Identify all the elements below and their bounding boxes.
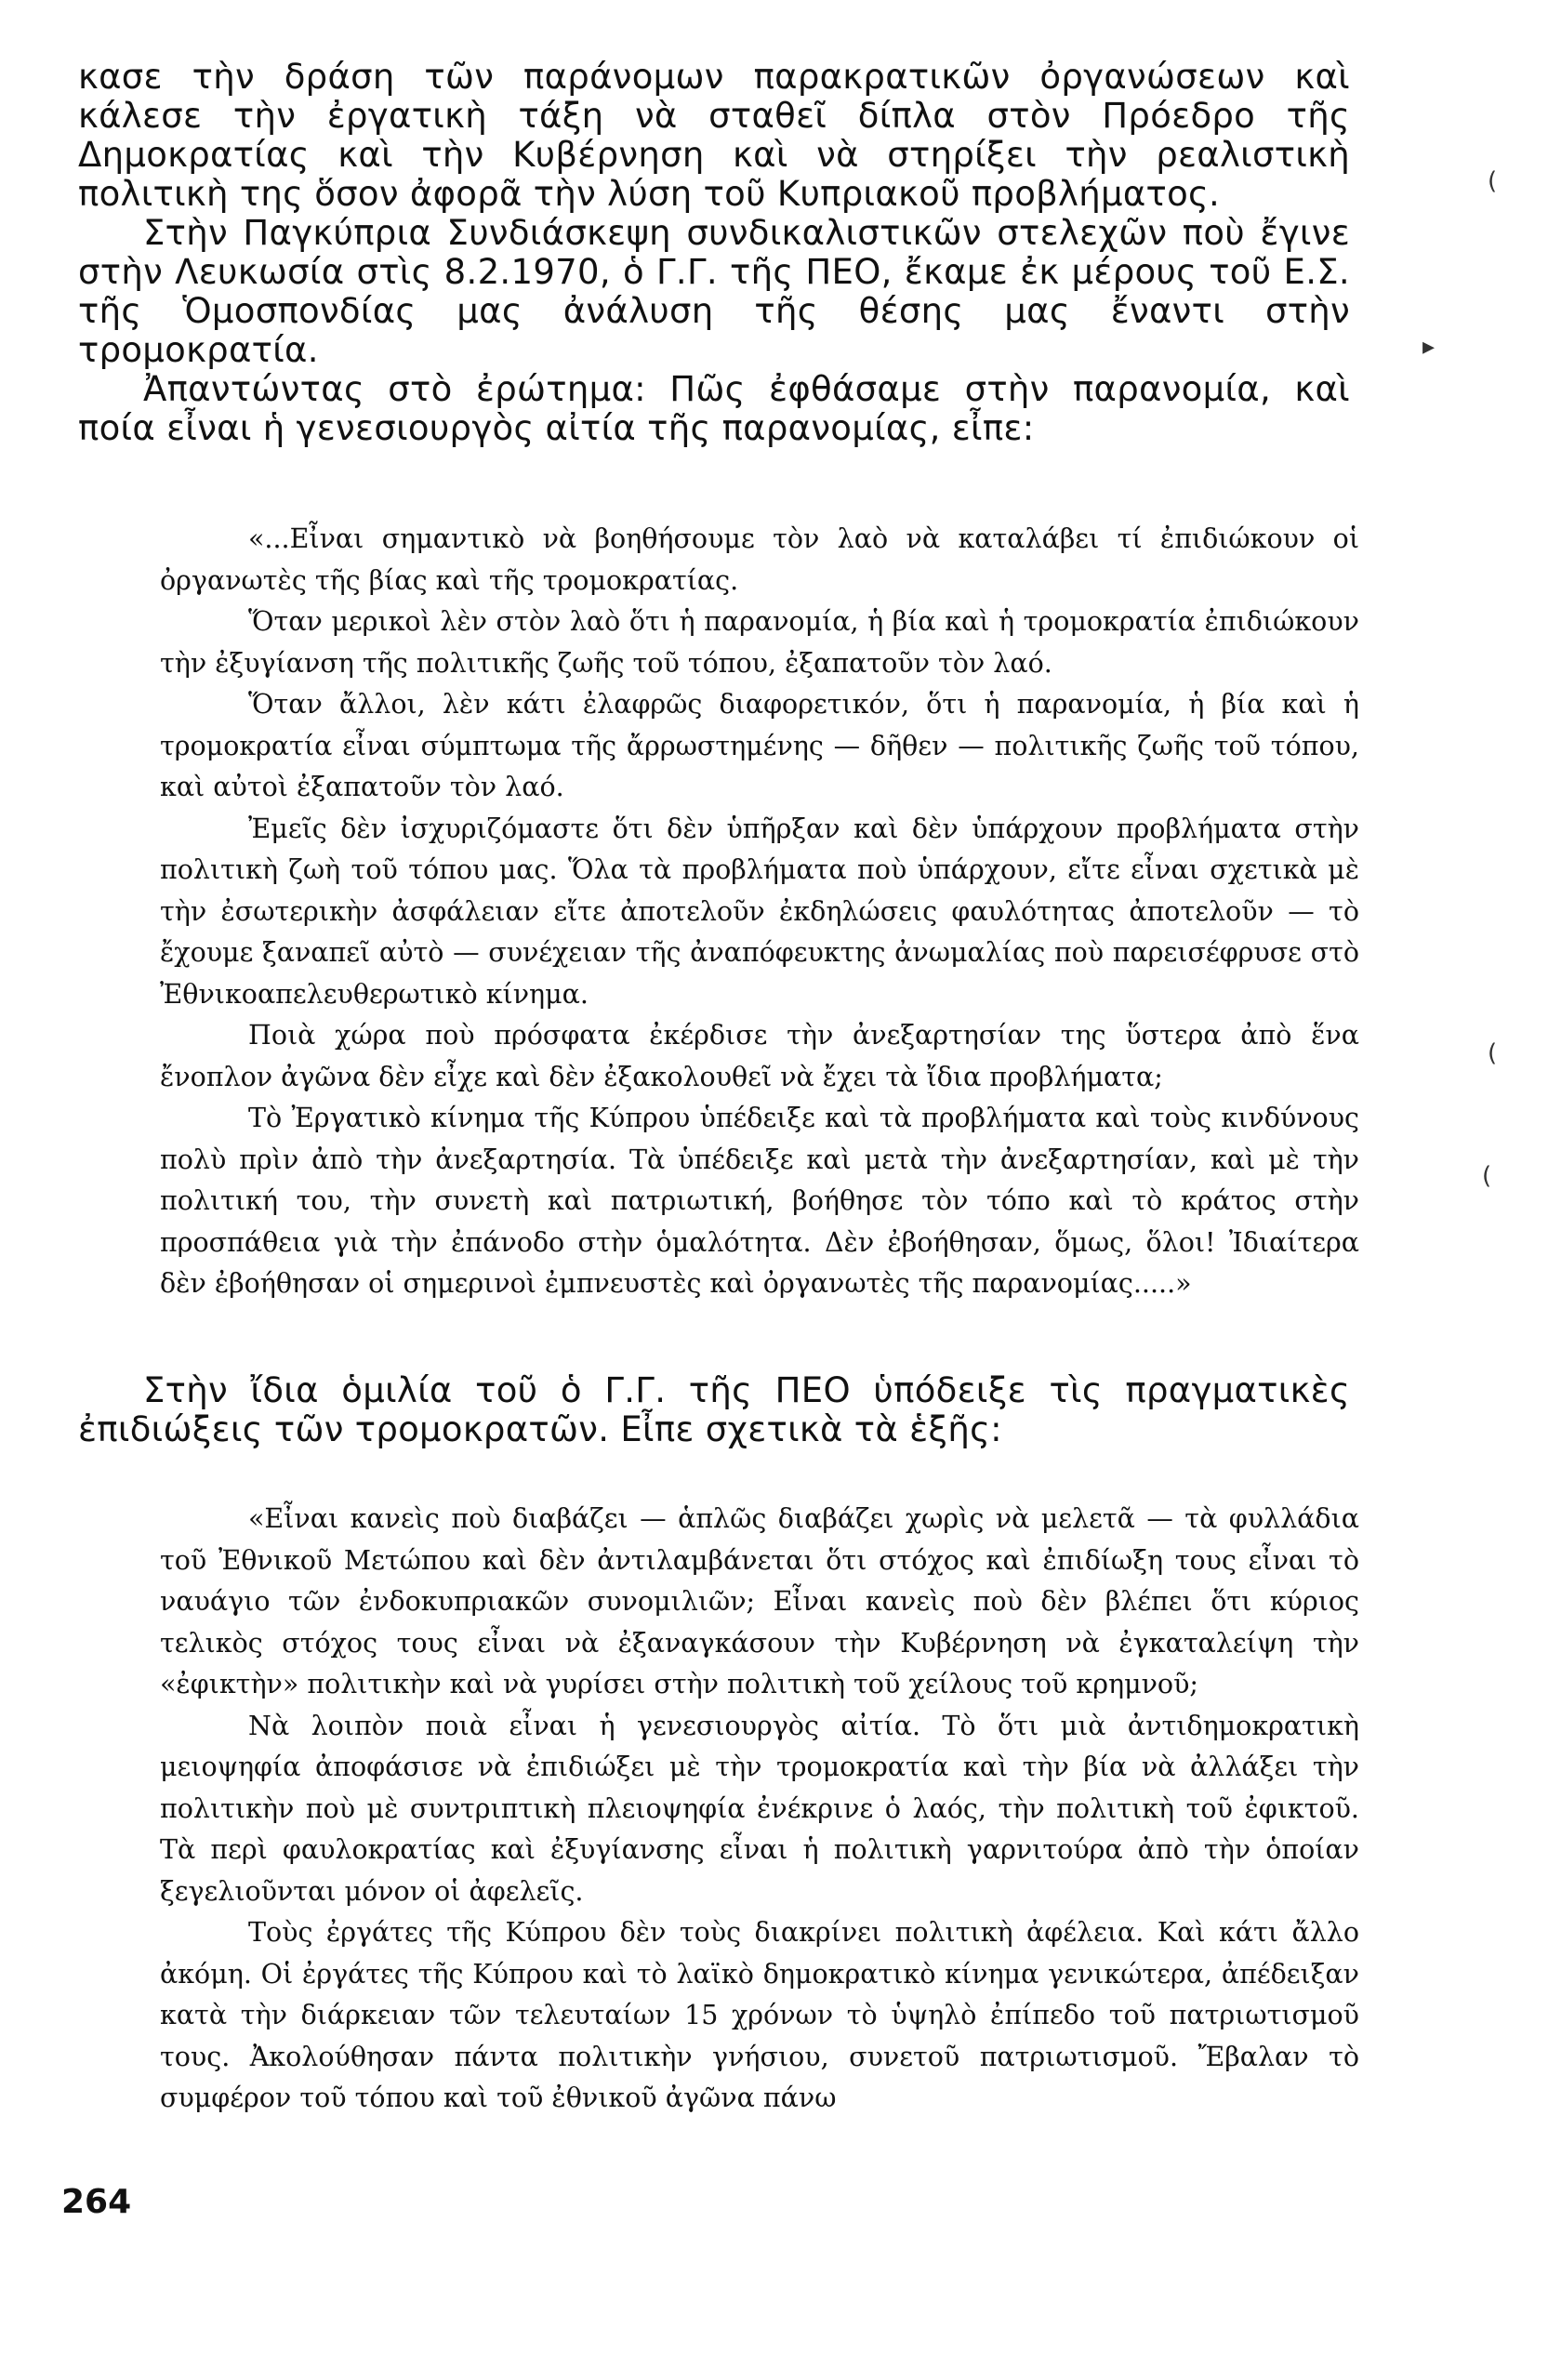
paragraph-speech-intro: Στὴν ἴδια ὁμιλία τοῦ ὁ Γ.Γ. τῆς ΠΕΟ ὑπόδειξε τὶς πραγματικὲς ἐπιδιώξεις τῶν τρομοκρατῶν. Εἶπε σχετικὰ τὰ ἑξῆς: xyxy=(78,1370,1350,1449)
quote-paragraph: Τὸ Ἐργατικὸ κίνημα τῆς Κύπρου ὑπέδειξε καὶ τὰ προβλήματα καὶ τοὺς κινδύνους πολὺ πρὶν ἀπὸ τὴν ἀνεξαρτησία. Τὰ ὑπέδειξε καὶ μετὰ τὴν ἀνεξαρτησίαν, καὶ μὲ τὴν πολιτική του, τὴν συνετὴ καὶ πατριωτική, βοήθησε τὸν τόπο καὶ τὸ κράτος στὴν προσπάθεια γιὰ τὴν ἐπάνοδο στὴν ὁμαλότητα. Δὲν ἐβοήθησαν, ὅμως, ὅλοι! Ἰδιαίτερα δὲν ἐβοήθησαν οἱ σημερινοὶ ἐμπνευστὲς καὶ ὀργανωτὲς τῆς παρανομίας.....» xyxy=(160,1103,1359,1299)
paragraph-question: Ἀπαντώντας στὸ ἐρώτημα: Πῶς ἐφθάσαμε στὴν παρανομία, καὶ ποία εἶναι ἡ γενεσιουργὸς αἰτία τῆς παρανομίας, εἶπε: xyxy=(78,369,1350,448)
quote-paragraph: Ποιὰ χώρα ποὺ πρόσφατα ἐκέρδισε τὴν ἀνεξαρτησίαν της ὕστερα ἀπὸ ἕνα ἔνοπλον ἀγῶνα δὲν εἶχε καὶ δὲν ἐξακολουθεῖ νὰ ἔχει τὰ ἴδια προβλήματα; xyxy=(160,1020,1359,1092)
scan-speck: ( xyxy=(1488,167,1498,195)
quote-block-1 xyxy=(160,519,1359,1305)
page-number: 264 xyxy=(61,2183,132,2221)
paragraph-conference: Στὴν Παγκύπρια Συνδιάσκεψη συνδικαλιστικῶν στελεχῶν ποὺ ἔγινε στὴν Λευκωσία στὶς 8.2.1970, ὁ Γ.Γ. τῆς ΠΕΟ, ἔκαμε ἐκ μέρους τοῦ Ε.Σ. τῆς Ὁμοσπονδίας μας ἀνάλυση τῆς θέσης μας ἔναντι στὴν τρομοκρατία. xyxy=(78,213,1350,370)
quote-paragraph: «...Εἶναι σημαντικὸ νὰ βοηθήσουμε τὸν λαὸ νὰ καταλάβει τί ἐπιδιώκουν οἱ ὀργανωτὲς τῆς βίας καὶ τῆς τρομοκρατίας. xyxy=(160,523,1359,596)
quote-block-2 xyxy=(160,1499,1359,2120)
quote-paragraph: Τοὺς ἐργάτες τῆς Κύπρου δὲν τοὺς διακρίνει πολιτικὴ ἀφέλεια. Καὶ κάτι ἄλλο ἀκόμη. Οἱ ἐργάτες τῆς Κύπρου καὶ τὸ λαϊκὸ δημοκρατικὸ κίνημα γενικώτερα, ἀπέδειξαν κατὰ τὴν διάρκειαν τῶν τελευταίων 15 χρόνων τὸ ὑψηλὸ ἐπίπεδο τοῦ πατριωτισμοῦ τους. Ἀκολούθησαν πάντα πολιτικὴν γνήσιου, συνετοῦ πατριωτισμοῦ. Ἔβαλαν τὸ συμφέρον τοῦ τόπου καὶ τοῦ ἐθνικοῦ ἀγῶνα πάνω xyxy=(160,1917,1359,2113)
quote-paragraph: Ὅταν ἄλλοι, λὲν κάτι ἐλαφρῶς διαφορετικόν, ὅτι ἡ παρανομία, ἡ βία καὶ ἡ τρομοκρατία εἶναι σύμπτωμα τῆς ἄρρωστημένης — δῆθεν — πολιτικῆς ζωῆς τοῦ τόπου, καὶ αὐτοὶ ἐξαπατοῦν τὸν λαό. xyxy=(160,689,1359,802)
scan-speck: ▸ xyxy=(1422,333,1436,361)
quote-paragraph: Ἐμεῖς δὲν ἰσχυριζόμαστε ὅτι δὲν ὑπῆρξαν καὶ δὲν ὑπάρχουν προβλήματα στὴν πολιτικὴ ζωὴ τοῦ τόπου μας. Ὅλα τὰ προβλήματα ποὺ ὑπάρχουν, εἴτε εἶναι σχετικὰ μὲ τὴν ἐσωτερικὴν ἀσφάλειαν εἴτε ἀποτελοῦν ἐκδηλώσεις φαυλότητας ἀποτελοῦν — τὸ ἔχουμε ξαναπεῖ αὐτὸ — συνέχειαν τῆς ἀναπόφευκτης ἀνωμαλίας ποὺ παρεισέφρυσε στὸ Ἐθνικοαπελευθερωτικὸ κίνημα. xyxy=(160,813,1359,1010)
paragraph-continuation: κασε τὴν δράση τῶν παράνομων παρακρατικῶν ὀργανώσεων καὶ κάλεσε τὴν ἐργατικὴ τάξη νὰ σταθεῖ δίπλα στὸν Πρόεδρο τῆς Δημοκρατίας καὶ τὴν Κυβέρνηση καὶ νὰ στηρίξει τὴν ρεαλιστικὴ πολιτικὴ της ὅσον ἀφορᾶ τὴν λύση τοῦ Κυπριακοῦ προβλήματος. xyxy=(78,57,1350,214)
middle-section xyxy=(78,1371,1350,1449)
scan-speck: ( xyxy=(1482,1162,1492,1190)
quote-paragraph: «Εἶναι κανεὶς ποὺ διαβάζει — ἁπλῶς διαβάζει χωρὶς νὰ μελετᾶ — τὰ φυλλάδια τοῦ Ἐθνικοῦ Μετώπου καὶ δὲν ἀντιλαμβάνεται ὅτι στόχος καὶ ἐπιδίωξη τους εἶναι τὸ ναυάγιο τῶν ἐνδοκυπριακῶν συνομιλιῶν; Εἶναι κανεὶς ποὺ δὲν βλέπει ὅτι κύριος τελικὸς στόχος τους εἶναι νὰ ἐξαναγκάσουν τὴν Κυβέρνηση νὰ ἐγκαταλείψη τὴν «ἐφικτὴν» πολιτικὴν καὶ νὰ γυρίσει στὴν πολιτικὴ τοῦ χείλους τοῦ κρημνοῦ; xyxy=(160,1503,1359,1699)
quote-paragraph: Ὅταν μερικοὶ λὲν στὸν λαὸ ὅτι ἡ παρανομία, ἡ βία καὶ ἡ τρομοκρατία ἐπιδιώκουν τὴν ἐξυγίανση τῆς πολιτικῆς ζωῆς τοῦ τόπου, ἐξαπατοῦν τὸν λαό. xyxy=(160,606,1359,679)
scan-speck: ( xyxy=(1488,1039,1498,1067)
opening-section xyxy=(78,58,1350,448)
quote-paragraph: Νὰ λοιπὸν ποιὰ εἶναι ἡ γενεσιουργὸς αἰτία. Τὸ ὅτι μιὰ ἀντιδημοκρατικὴ μειοψηφία ἀποφάσισε νὰ ἐπιδιώξει μὲ τὴν τρομοκρατία καὶ τὴν βία νὰ ἀλλάξει τὴν πολιτικὴν ποὺ μὲ συντριπτικὴ πλειοψηφία ἐνέκρινε ὁ λαός, τὴν πολιτικὴ τοῦ ἐφικτοῦ. Τὰ περὶ φαυλοκρατίας καὶ ἐξυγίανσης εἶναι ἡ πολιτικὴ γαρνιτούρα ἀπὸ τὴν ὁποίαν ξεγελιοῦνται μόνον οἱ ἀφελεῖς. xyxy=(160,1710,1359,1907)
